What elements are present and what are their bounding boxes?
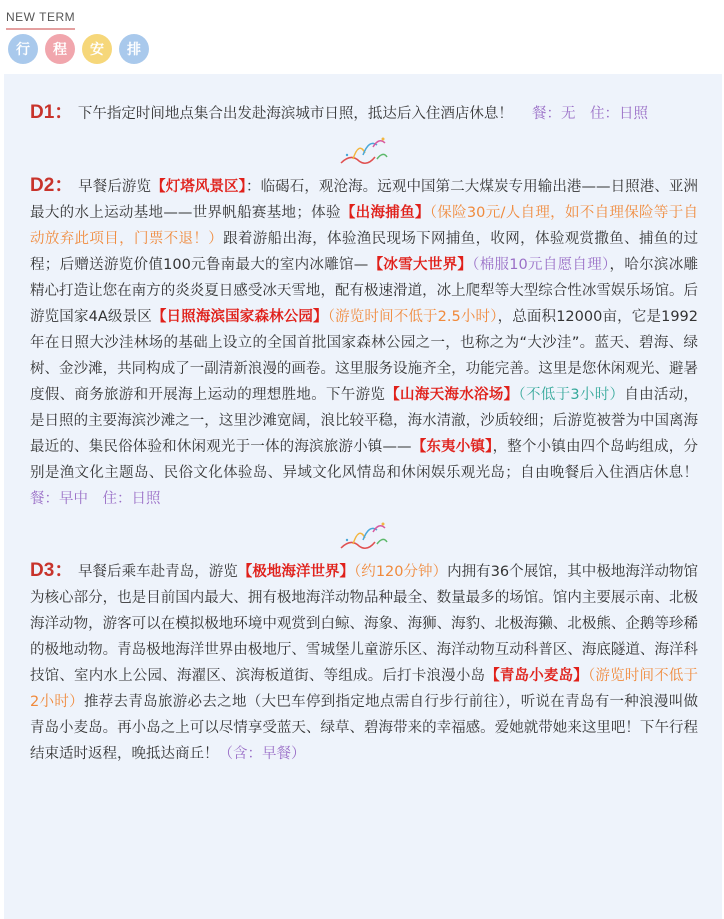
day-label: D2： [30, 175, 74, 196]
day-text: 早餐后游览 [78, 179, 152, 195]
meal-info: （含：早餐） [218, 746, 306, 762]
title-circle: 行 [8, 34, 38, 64]
day-text: ：临碣石，观沧海。远观中国第二大煤炭专用输出港——日照港、亚洲最大的水上运动基地——世界帆船赛基地；体验 [30, 179, 699, 221]
title-circle: 安 [82, 34, 112, 64]
day-label: D1： [30, 102, 74, 123]
attraction-name: 【灯塔风景区】 [151, 179, 246, 195]
attraction-name: 【山海天海水浴场】 [385, 387, 519, 403]
attraction-name: 【日照海滨国家森林公园】 [151, 309, 328, 325]
note-text: （棉服10元自愿自理） [472, 257, 610, 273]
day-text: 早餐后乘车赴青岛，游览 [77, 564, 238, 580]
section-header [6, 6, 206, 30]
confetti-divider-icon [30, 516, 698, 556]
note-text: （保险30元/人自理，如不自理保险等于自动放弃此项目，门票不退！） [30, 205, 699, 247]
note-text: （游览时间不低于2小时） [30, 668, 699, 710]
day-1 [30, 100, 698, 127]
note-text: （游览时间不低于2.5小时） [327, 309, 498, 325]
day-text: ，哈尔滨冰雕精心打造让您在南方的炎炎夏日感受冰天雪地，配有极速滑道，冰上爬犁等大型综合性冰雪娱乐场馆。后游览国家4A级景区 [30, 257, 698, 325]
meal-info: 餐：早中 住：日照 [30, 491, 161, 507]
day-text: 下午指定时间地点集合出发赴海滨城市日照，抵达后入住酒店休息！ [77, 106, 513, 122]
day-3 [30, 558, 698, 767]
title-circle: 排 [119, 34, 149, 64]
title-circle: 程 [45, 34, 75, 64]
day-2 [30, 173, 698, 512]
attraction-name: 【青岛小麦岛】 [485, 668, 588, 684]
title-circles [8, 34, 149, 64]
attraction-name: 【极地海洋世界】 [237, 564, 355, 580]
day-label: D3： [30, 560, 74, 581]
day-text: 推荐去青岛旅游必去之地（大巴车停到指定地点需自行步行前往），听说在青岛有一种浪漫叫做青岛小麦岛。再小岛之上可以尽情享受蓝天、绿草、碧海带来的幸福感。爱她就带她来这里吧！下午行程结束适时返程，晚抵达商丘！ [30, 694, 698, 762]
day-text: 跟着游船出海，体验渔民现场下网捕鱼，收网，体验观赏撒鱼、捕鱼的过程；后赠送游览价值100元鲁南最大的室内冰雕馆— [30, 231, 699, 273]
note-text: （不低于3小时） [518, 387, 625, 403]
note-text: （约120分钟） [354, 564, 448, 580]
meal-info: 餐：无 住：日照 [532, 106, 649, 122]
attraction-name: 【冰雪大世界】 [368, 257, 473, 273]
day-text: 内拥有36个展馆，其中极地海洋动物馆为核心部分，也是目前国内最大、拥有极地海洋动物品种最全、数量最多的场馆。馆内主要展示南、北极海洋动物，游客可以在模拟极地环境中观赏到白鲸、海象、海狮、海豹、北极海獭、北极熊、企鹅等珍稀的极地动物。青岛极地海洋世界由极地厅、雪城堡儿童游乐区、海洋动物互动科普区、海底隧道、海洋科技馆、室内水上公园、海濯区、滨海板道街、等组成。后打卡浪漫小岛 [30, 564, 698, 684]
day-text: ，整个小镇由四个岛屿组成，分别是渔文化主题岛、民俗文化体验岛、异域文化风情岛和休闲娱乐观光岛；自由晚餐后入住酒店休息！ [30, 439, 698, 481]
itinerary-panel [4, 74, 722, 919]
section-tag: NEW TERM [6, 10, 75, 30]
day-text: ，总面积12000亩，它是1992年在日照大沙洼林场的基础上设立的全国首批国家森林公园之一，也称之为“大沙洼”。蓝天、碧海、绿树、金沙滩，共同构成了一副清新浪漫的画卷。这里服务设施齐全，功能完善。这里是您休闲观光、避暑度假、商务旅游和开展海上运动的理想胜地。下午游览 [30, 309, 698, 403]
attraction-name: 【出海捕鱼】 [340, 205, 430, 221]
day-text: 自由活动，是日照的主要海滨沙滩之一，这里沙滩宽阔，浪比较平稳，海水清澈，沙质较细；后游览被誉为中国离海最近的、集民俗体验和休闲观光于一体的海滨旅游小镇—— [30, 387, 699, 455]
attraction-name: 【东夷小镇】 [411, 439, 493, 455]
confetti-divider-icon [30, 131, 698, 171]
